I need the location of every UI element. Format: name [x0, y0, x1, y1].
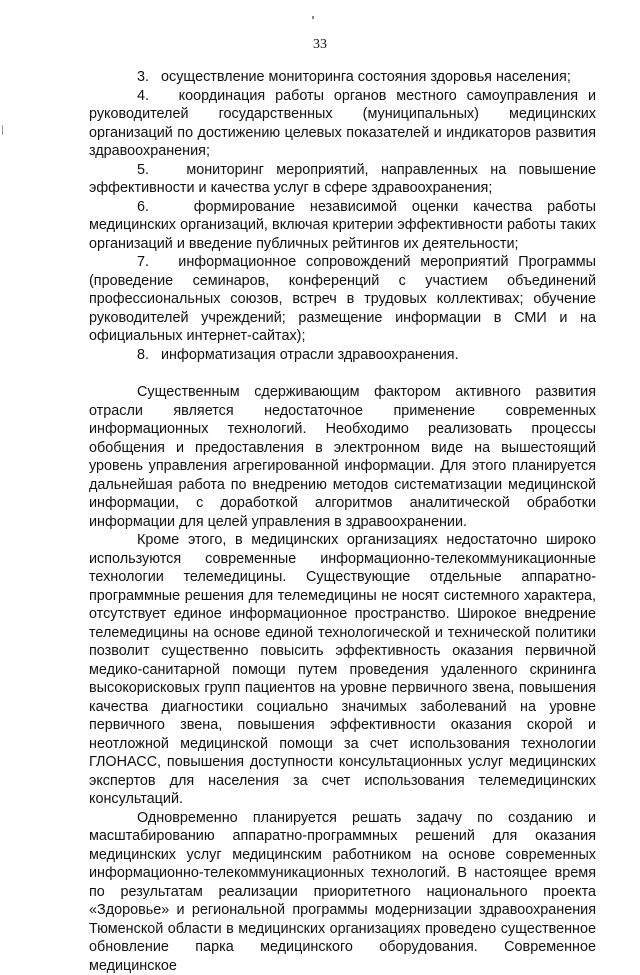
scan-margin-mark — [2, 125, 3, 135]
list-item-8: 8. информатизация отрасли здравоохранения. — [89, 346, 596, 365]
scan-speck — [312, 16, 314, 19]
list-item-5: 5. мониторинг мероприятий, направленных на повышение эффективности и качества услуг в сфере здравоохранения; — [89, 161, 596, 198]
list-item-3: 3. осуществление мониторинга состояния здоровья населения; — [89, 68, 596, 87]
list-item-4: 4. координация работы органов местного самоуправления и руководителей государственных (муниципальных) медицинских организаций по достижению целевых показателей и индикаторов развития здравоохранения; — [89, 87, 596, 161]
paragraph-telemedicine: Кроме этого, в медицинских организациях недостаточно широко используются современные информационно-телекоммуникационные технологии телемедицины. Существующие отдельные аппаратно-программные решения для телемедицины не носят системного характера, отсутствует единое информационное пространство. Широкое внедрение телемедицины на основе единой технологической и технической политики позволит существенно повысить эффективность оказания первичной медико-санитарной помощи путем проведения удаленного скрининга высокорисковых групп пациентов на уровне первичного звена, повышения качества диагностики социально значимых заболеваний на уровне первичного звена, повышения эффективности оказания скорой и неотложной медицинской помощи за счет использования технологии ГЛОНАСС, повышения доступности консультационных услуг медицинских экспертов для населения за счет использования телемедицинских консультаций. — [89, 531, 596, 809]
paragraph-hardware-software: Одновременно планируется решать задачу по созданию и масштабированию аппаратно-программных решений для оказания медицинских услуг медицинским работником на основе современных информационно-телекоммуникационных технологий. В настоящее время по результатам реализации приоритетного национального проекта «Здоровье» и региональной программы модернизации здравоохранения Тюменской области в медицинских организациях проведено существенное обновление парка медицинского оборудования. Современное медицинское — [89, 809, 596, 975]
list-item-6: 6. формирование независимой оценки качества работы медицинских организаций, включая критерии эффективности работы таких организаций и введение публичных рейтингов их деятельности; — [89, 198, 596, 254]
document-body — [89, 68, 596, 975]
paragraph-gap — [89, 364, 596, 383]
page-number: 33 — [0, 37, 640, 53]
paragraph-it-constraint: Существенным сдерживающим фактором активного развития отрасли является недостаточное применение современных информационных технологий. Необходимо реализовать процессы обобщения и предоставления в электронном виде на вышестоящий уровень управления агрегированной информации. Для этого планируется дальнейшая работа по внедрению методов систематизации медицинской информации, с доработкой алгоритмов аналитической обработки информации для целей управления в здравоохранении. — [89, 383, 596, 531]
list-item-7: 7. информационное сопровождений мероприятий Программы (проведение семинаров, конференций с участием объединений профессиональных союзов, встреч в трудовых коллективах; обучение руководителей учреждений; размещение информации в СМИ и на официальных интернет-сайтах); — [89, 253, 596, 346]
